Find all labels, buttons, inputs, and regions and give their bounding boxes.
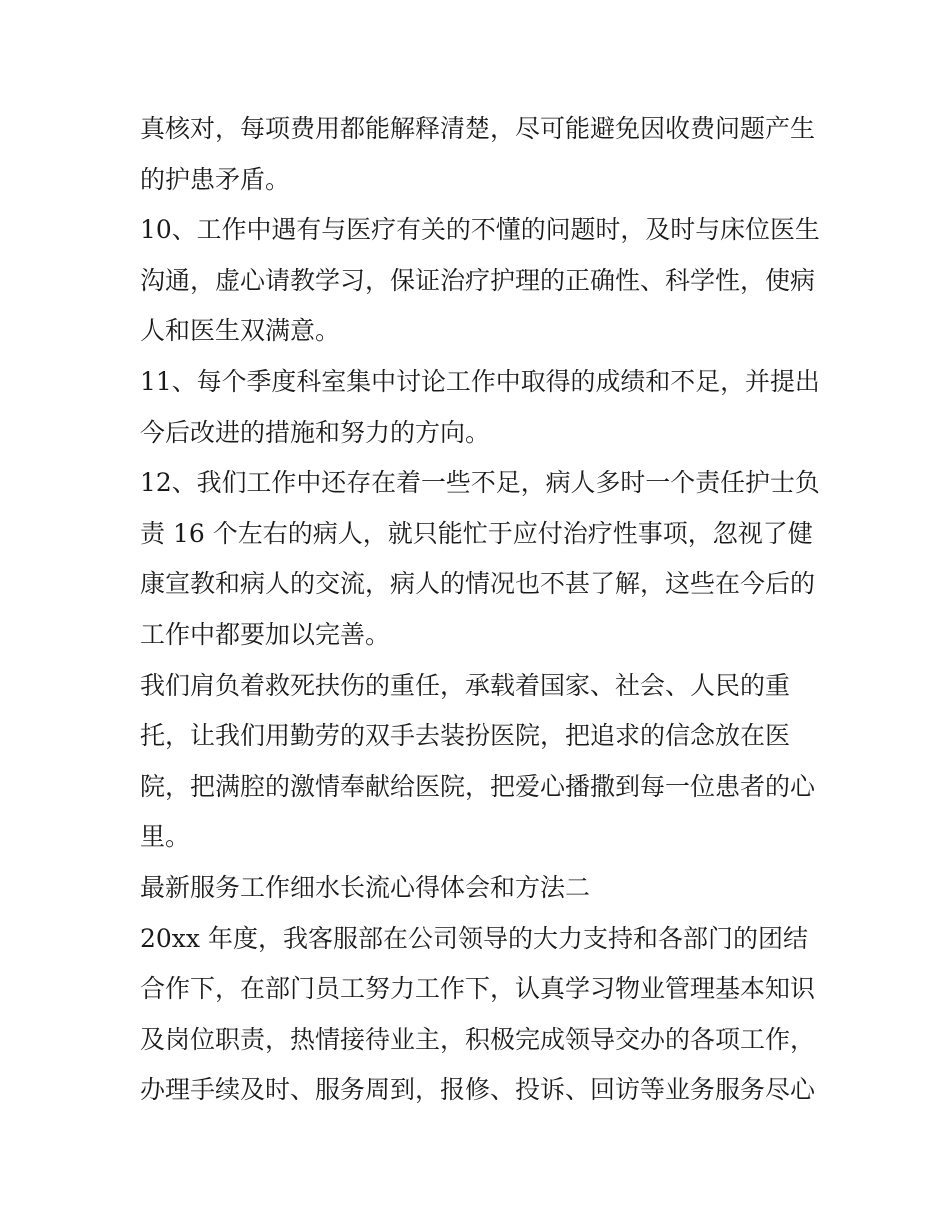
text-line: 办理手续及时、服务周到，报修、投诉、回访等业务服务尽心: [140, 1075, 816, 1105]
paragraph: [140, 104, 820, 205]
text-line: 11、每个季度科室集中讨论工作中取得的成绩和不足，并提出: [140, 366, 820, 396]
text-line: 及岗位职责，热情接待业主，积极完成领导交办的各项工作，: [140, 1024, 816, 1054]
text-line: 责 16 个左右的病人，就只能忙于应付治疗性事项，忽视了健: [140, 518, 813, 548]
paragraph: [140, 914, 820, 1116]
text-line: 院，把满腔的激情奉献给医院，把爱心播撒到每一位患者的心: [140, 771, 816, 801]
text-line: 今后改进的措施和努力的方向。: [140, 417, 491, 447]
text-line: 里。: [140, 822, 191, 852]
text-line: 工作中都要加以完善。: [140, 619, 391, 649]
paragraph: [140, 458, 820, 660]
text-line: 康宣教和病人的交流，病人的情况也不甚了解，这些在今后的: [140, 569, 816, 599]
text-line: 20xx 年度，我客服部在公司领导的大力支持和各部门的团结: [140, 923, 808, 953]
text-line: 的护患矛盾。: [140, 164, 291, 194]
text-line: 12、我们工作中还存在着一些不足，病人多时一个责任护士负: [140, 468, 820, 498]
paragraph: [140, 661, 820, 863]
paragraph: [140, 205, 820, 357]
text-line: 我们肩负着救死扶伤的重任，承载着国家、社会、人民的重: [140, 670, 791, 700]
text-line: 人和医生双满意。: [140, 316, 341, 346]
text-line: 真核对，每项费用都能解释清楚，尽可能避免因收费问题产生: [140, 114, 816, 143]
paragraph: [140, 357, 820, 458]
text-line: 合作下，在部门员工努力工作下，认真学习物业管理基本知识: [140, 974, 816, 1004]
text-line: 10、工作中遇有与医疗有关的不懂的问题时，及时与床位医生: [140, 215, 820, 245]
text-line: 最新服务工作细水长流心得体会和方法二: [140, 872, 591, 902]
text-line: 托，让我们用勤劳的双手去装扮医院，把追求的信念放在医: [140, 721, 791, 751]
paragraph: [140, 863, 820, 914]
document-body: [140, 104, 820, 1116]
text-line: 沟通，虚心请教学习，保证治疗护理的正确性、科学性，使病: [140, 265, 816, 295]
